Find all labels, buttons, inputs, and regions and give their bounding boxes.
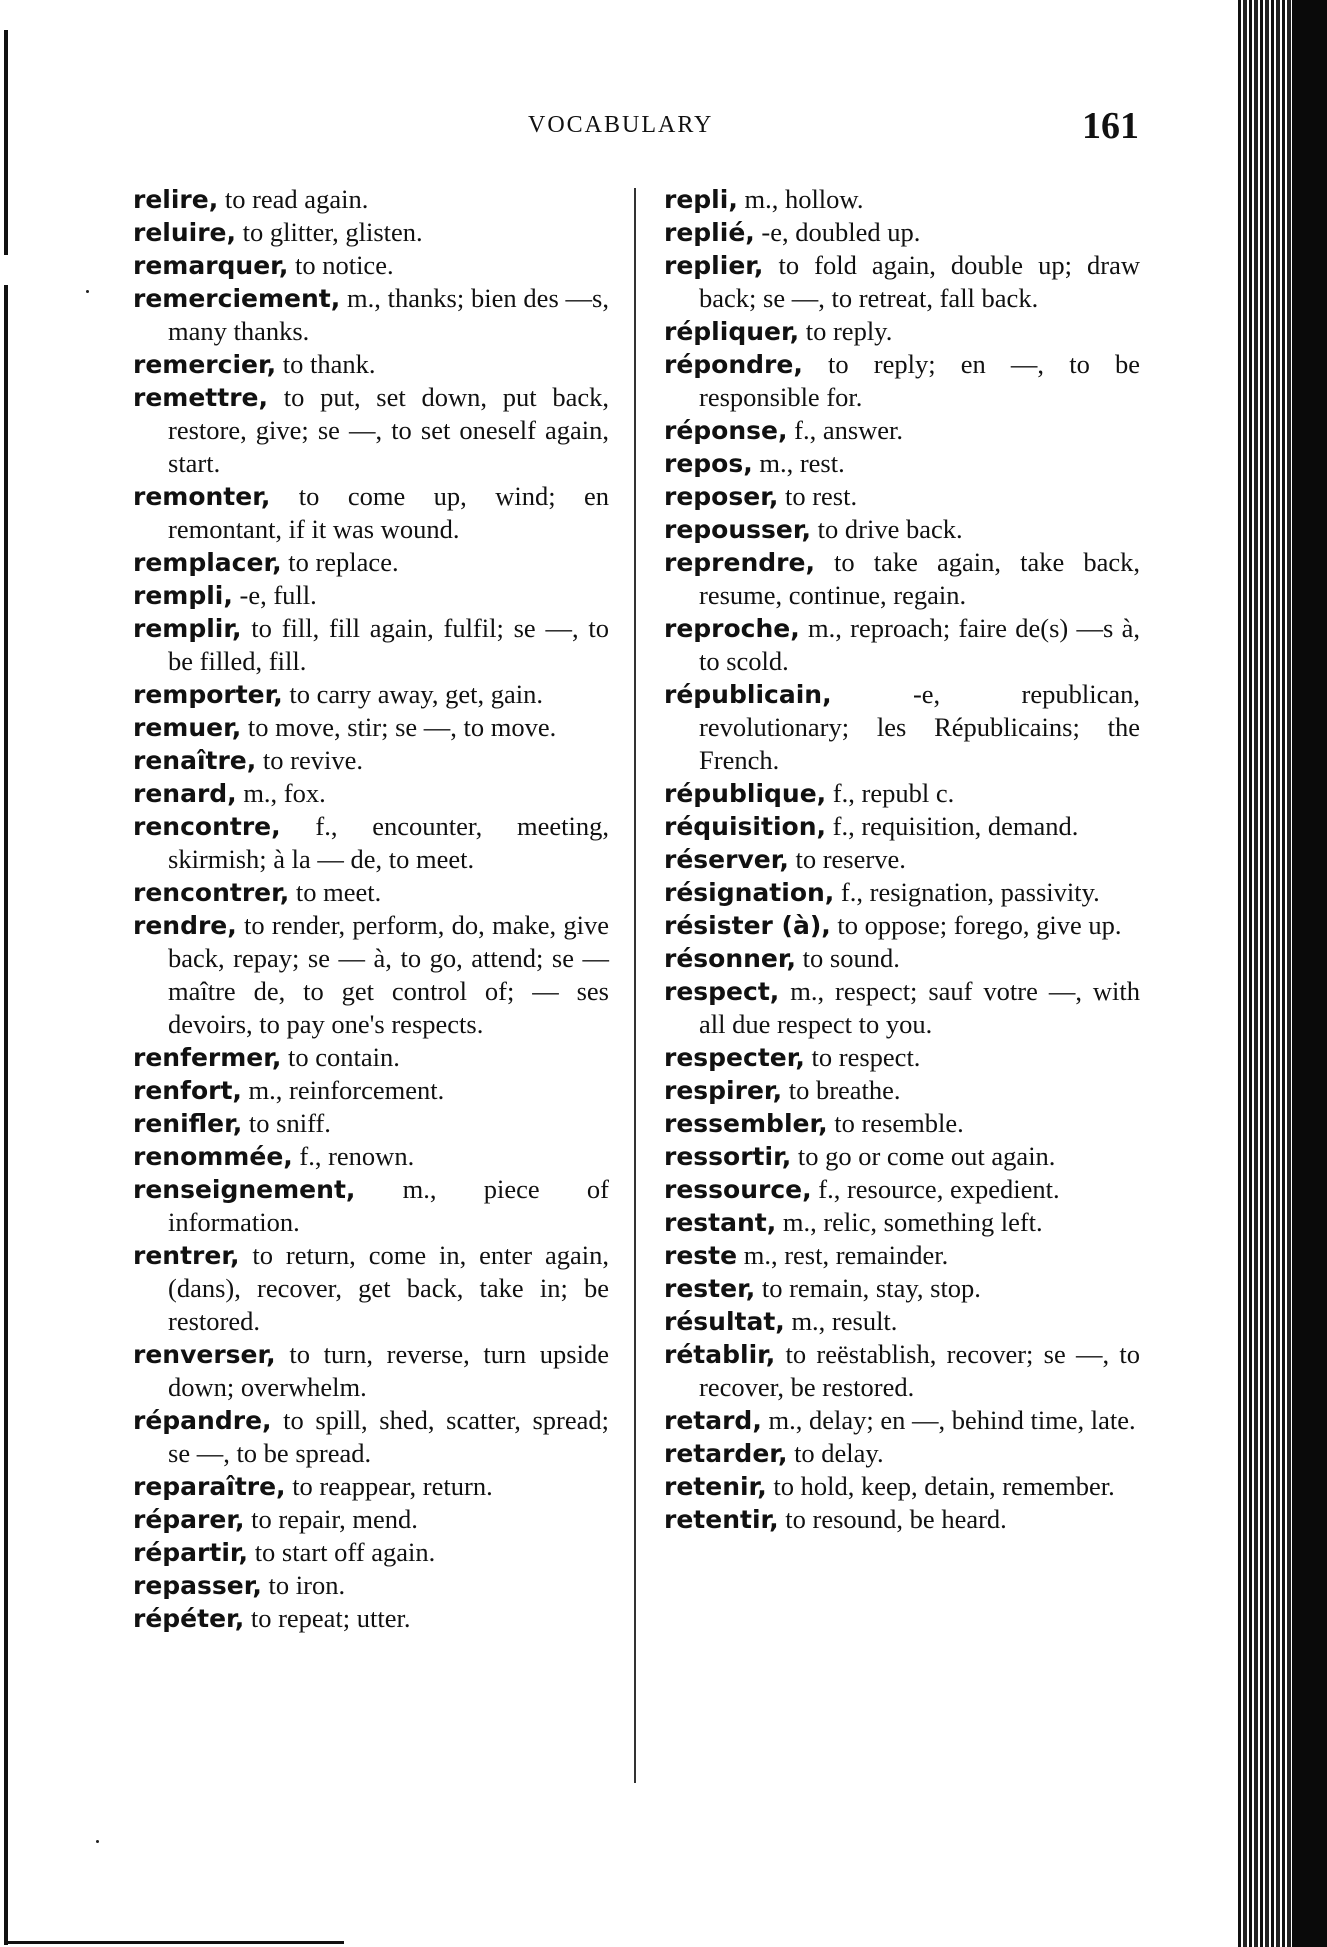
vocabulary-entry	[664, 1272, 1140, 1305]
entry-headword: ressembler,	[664, 1109, 828, 1138]
vocabulary-entry	[133, 678, 609, 711]
vocabulary-entry	[133, 1338, 609, 1404]
entry-definition: to reserve.	[788, 844, 906, 874]
book-spine-shadow	[1292, 0, 1327, 1947]
vocabulary-entry	[664, 1239, 1140, 1272]
entry-definition: to resound, be heard.	[778, 1504, 1007, 1534]
entry-definition: to carry away, get, gain.	[282, 679, 544, 709]
entry-headword: retentir,	[664, 1505, 779, 1534]
entry-headword: rempli,	[133, 581, 233, 610]
entry-definition: m., piece of information.	[168, 1174, 609, 1237]
entry-definition: to sound.	[796, 943, 900, 973]
entry-definition: to delay.	[787, 1438, 884, 1468]
entry-definition: m., reinforcement.	[241, 1075, 445, 1105]
entry-headword: rétablir,	[664, 1340, 776, 1369]
entry-definition: to reëstablish, recover; se —, to recover, be restored.	[699, 1339, 1140, 1402]
vocabulary-entry	[664, 1437, 1140, 1470]
vocabulary-entry	[664, 546, 1140, 612]
entry-definition: to remain, stay, stop.	[755, 1273, 981, 1303]
ink-speck	[86, 290, 89, 293]
entry-headword: renfort,	[133, 1076, 242, 1105]
vocabulary-entry	[133, 1239, 609, 1338]
entry-headword: remporter,	[133, 680, 283, 709]
running-header: VOCABULARY	[528, 112, 714, 138]
entry-headword: rencontre,	[133, 812, 281, 841]
page-edge-shadow	[4, 30, 8, 255]
entry-headword: résonner,	[664, 944, 797, 973]
entry-definition: to go or come out again.	[791, 1141, 1056, 1171]
vocabulary-entry	[133, 480, 609, 546]
entry-definition: -e, full.	[232, 580, 317, 610]
vocabulary-entry	[664, 315, 1140, 348]
vocabulary-entry	[133, 1536, 609, 1569]
entry-headword: respirer,	[664, 1076, 783, 1105]
entry-headword: ressource,	[664, 1175, 812, 1204]
entry-definition: to return, come in, enter again, (dans), recover, get back, take in; be restored.	[168, 1240, 609, 1336]
vocabulary-entry	[664, 612, 1140, 678]
entry-definition: to fold again, double up; draw back; se —, to retreat, fall back.	[699, 250, 1140, 313]
vocabulary-entry	[133, 612, 609, 678]
entry-headword: résignation,	[664, 878, 835, 907]
entry-headword: remettre,	[133, 383, 268, 412]
vocabulary-entry	[664, 810, 1140, 843]
entry-definition: to turn, reverse, turn upside down; overwhelm.	[168, 1339, 609, 1402]
vocabulary-entry	[664, 249, 1140, 315]
entry-definition: m., fox.	[236, 778, 326, 808]
entry-definition: to read again.	[218, 184, 369, 214]
entry-headword: remercier,	[133, 350, 277, 379]
entry-headword: républicain,	[664, 680, 832, 709]
vocabulary-entry	[664, 183, 1140, 216]
entry-definition: f., republ c.	[826, 778, 955, 808]
entry-headword: replier,	[664, 251, 764, 280]
entry-headword: reposer,	[664, 482, 779, 511]
ink-speck	[96, 1840, 99, 1843]
entry-definition: to revive.	[256, 745, 363, 775]
entry-headword: république,	[664, 779, 827, 808]
entry-headword: ressortir,	[664, 1142, 792, 1171]
entry-definition: m., delay; en —, behind time, late.	[761, 1405, 1136, 1435]
entry-definition: to fill, fill again, fulfil; se —, to be filled, fill.	[168, 613, 609, 676]
vocabulary-entry	[664, 1503, 1140, 1536]
entry-definition: to spill, shed, scatter, spread; se —, to be spread.	[168, 1405, 609, 1468]
entry-definition: to meet.	[289, 877, 382, 907]
vocabulary-entry	[664, 975, 1140, 1041]
vocabulary-entry	[664, 777, 1140, 810]
vocabulary-entry	[133, 1173, 609, 1239]
entry-definition: m., hollow.	[737, 184, 864, 214]
entry-definition: to iron.	[261, 1570, 346, 1600]
vocabulary-entry	[664, 513, 1140, 546]
vocabulary-entry	[133, 711, 609, 744]
entry-headword: renaître,	[133, 746, 257, 775]
vocabulary-entry	[133, 249, 609, 282]
entry-definition: f., renown.	[292, 1141, 415, 1171]
vocabulary-entry	[133, 183, 609, 216]
entry-headword: reste	[664, 1241, 738, 1270]
entry-definition: to notice.	[288, 250, 394, 280]
entry-definition: -e, republican, revolutionary; les Républicains; the French.	[699, 679, 1140, 775]
entry-headword: rendre,	[133, 911, 237, 940]
entry-headword: reproche,	[664, 614, 800, 643]
entry-headword: respecter,	[664, 1043, 805, 1072]
entry-headword: retard,	[664, 1406, 762, 1435]
vocabulary-entry	[133, 1074, 609, 1107]
entry-headword: remonter,	[133, 482, 271, 511]
entry-definition: to drive back.	[811, 514, 963, 544]
entry-definition: to sniff.	[242, 1108, 331, 1138]
entry-headword: remuer,	[133, 713, 242, 742]
entry-headword: retenir,	[664, 1472, 767, 1501]
entry-definition: m., rest, remainder.	[737, 1240, 949, 1270]
entry-headword: repasser,	[133, 1571, 262, 1600]
vocabulary-entry	[664, 480, 1140, 513]
entry-definition: to reply; en —, to be responsible for.	[699, 349, 1140, 412]
entry-definition: m., thanks; bien des —s, many thanks.	[168, 283, 609, 346]
entry-definition: m., relic, something left.	[776, 1207, 1043, 1237]
vocabulary-entry	[133, 876, 609, 909]
vocabulary-entry	[133, 579, 609, 612]
entry-headword: réquisition,	[664, 812, 826, 841]
entry-headword: reluire,	[133, 218, 237, 247]
entry-headword: remplacer,	[133, 548, 282, 577]
entry-headword: reprendre,	[664, 548, 815, 577]
entry-definition: to respect.	[804, 1042, 921, 1072]
vocabulary-entry	[133, 381, 609, 480]
entry-headword: replié,	[664, 218, 755, 247]
entry-headword: répondre,	[664, 350, 803, 379]
left-column	[133, 183, 609, 1635]
entry-definition: to hold, keep, detain, remember.	[766, 1471, 1115, 1501]
entry-definition: to rest.	[778, 481, 858, 511]
vocabulary-entry	[664, 348, 1140, 414]
page-edge-shadow	[4, 1941, 344, 1944]
vocabulary-entry	[133, 1140, 609, 1173]
entry-definition: f., requisition, demand.	[826, 811, 1079, 841]
vocabulary-entry	[133, 1470, 609, 1503]
entry-headword: renard,	[133, 779, 237, 808]
vocabulary-entry	[133, 216, 609, 249]
entry-headword: retarder,	[664, 1439, 788, 1468]
vocabulary-entry	[664, 216, 1140, 249]
vocabulary-entry	[133, 1404, 609, 1470]
entry-headword: répartir,	[133, 1538, 249, 1567]
vocabulary-entry	[664, 876, 1140, 909]
entry-definition: m., respect; sauf votre —, with all due respect to you.	[699, 976, 1140, 1039]
vocabulary-entry	[133, 1041, 609, 1074]
entry-definition: f., answer.	[787, 415, 904, 445]
column-divider	[634, 188, 636, 1783]
entry-definition: to render, perform, do, make, give back, repay; se — à, to go, attend; se — maître de, to get control of; — ses devoirs, to pay one's respects.	[168, 910, 609, 1039]
vocabulary-entry	[133, 744, 609, 777]
entry-headword: réparer,	[133, 1505, 245, 1534]
vocabulary-entry	[133, 909, 609, 1041]
vocabulary-entry	[664, 1041, 1140, 1074]
vocabulary-entry	[664, 1206, 1140, 1239]
entry-definition: to reply.	[799, 316, 893, 346]
vocabulary-entry	[664, 1140, 1140, 1173]
entry-definition: to breathe.	[782, 1075, 901, 1105]
vocabulary-entry	[664, 909, 1140, 942]
entry-definition: to repair, mend.	[244, 1504, 418, 1534]
entry-definition: f., encounter, meeting, skirmish; à la — de, to meet.	[168, 811, 609, 874]
entry-headword: remerciement,	[133, 284, 341, 313]
entry-definition: m., result.	[784, 1306, 898, 1336]
vocabulary-entry	[664, 414, 1140, 447]
entry-definition: to come up, wind; en remontant, if it was wound.	[168, 481, 609, 544]
right-column	[664, 183, 1140, 1536]
entry-headword: rentrer,	[133, 1241, 240, 1270]
vocabulary-entry	[664, 1404, 1140, 1437]
entry-definition: m., reproach; faire de(s) —s à, to scold.	[699, 613, 1140, 676]
vocabulary-entry	[133, 777, 609, 810]
vocabulary-entry	[664, 1470, 1140, 1503]
entry-definition: to move, stir; se —, to move.	[241, 712, 557, 742]
entry-definition: to repeat; utter.	[244, 1603, 411, 1633]
entry-headword: résultat,	[664, 1307, 785, 1336]
entry-definition: to reappear, return.	[285, 1471, 493, 1501]
entry-headword: repousser,	[664, 515, 812, 544]
vocabulary-entry	[133, 1602, 609, 1635]
entry-definition: to contain.	[281, 1042, 400, 1072]
vocabulary-entry	[664, 1074, 1140, 1107]
vocabulary-entry	[133, 546, 609, 579]
entry-headword: remarquer,	[133, 251, 289, 280]
entry-headword: répliquer,	[664, 317, 800, 346]
entry-definition: to thank.	[276, 349, 376, 379]
entry-headword: renifler,	[133, 1109, 243, 1138]
vocabulary-entry	[664, 1338, 1140, 1404]
entry-headword: répéter,	[133, 1604, 245, 1633]
entry-headword: répandre,	[133, 1406, 272, 1435]
vocabulary-entry	[133, 282, 609, 348]
entry-definition: to oppose; forego, give up.	[830, 910, 1122, 940]
entry-headword: rencontrer,	[133, 878, 290, 907]
entry-headword: relire,	[133, 185, 219, 214]
entry-definition: to resemble.	[827, 1108, 964, 1138]
entry-headword: renverser,	[133, 1340, 276, 1369]
entry-headword: réponse,	[664, 416, 788, 445]
vocabulary-entry	[664, 843, 1140, 876]
entry-headword: reparaître,	[133, 1472, 286, 1501]
entry-headword: renfermer,	[133, 1043, 282, 1072]
entry-headword: rester,	[664, 1274, 756, 1303]
vocabulary-entry	[664, 942, 1140, 975]
entry-definition: to put, set down, put back, restore, give; se —, to set oneself again, start.	[168, 382, 609, 478]
page-number: 161	[1082, 105, 1139, 147]
vocabulary-entry	[664, 1107, 1140, 1140]
entry-headword: renommée,	[133, 1142, 293, 1171]
entry-definition: f., resource, expedient.	[811, 1174, 1060, 1204]
entry-headword: remplir,	[133, 614, 242, 643]
entry-headword: renseignement,	[133, 1175, 356, 1204]
vocabulary-entry	[664, 678, 1140, 777]
entry-headword: restant,	[664, 1208, 777, 1237]
entry-headword: réserver,	[664, 845, 789, 874]
vocabulary-entry	[664, 1305, 1140, 1338]
entry-headword: repos,	[664, 449, 753, 478]
entry-definition: to take again, take back, resume, continue, regain.	[699, 547, 1140, 610]
vocabulary-entry	[133, 810, 609, 876]
entry-headword: repli,	[664, 185, 738, 214]
vocabulary-entry	[133, 348, 609, 381]
page-edge-shadow	[4, 285, 8, 1945]
entry-headword: résister (à),	[664, 911, 831, 940]
entry-definition: -e, doubled up.	[754, 217, 921, 247]
entry-definition: f., resignation, passivity.	[834, 877, 1100, 907]
vocabulary-entry	[664, 447, 1140, 480]
entry-definition: to replace.	[281, 547, 399, 577]
entry-definition: m., rest.	[752, 448, 845, 478]
entry-definition: to start off again.	[248, 1537, 436, 1567]
vocabulary-entry	[133, 1107, 609, 1140]
vocabulary-entry	[133, 1503, 609, 1536]
entry-headword: respect,	[664, 977, 780, 1006]
entry-definition: to glitter, glisten.	[236, 217, 423, 247]
vocabulary-entry	[133, 1569, 609, 1602]
vocabulary-entry	[664, 1173, 1140, 1206]
